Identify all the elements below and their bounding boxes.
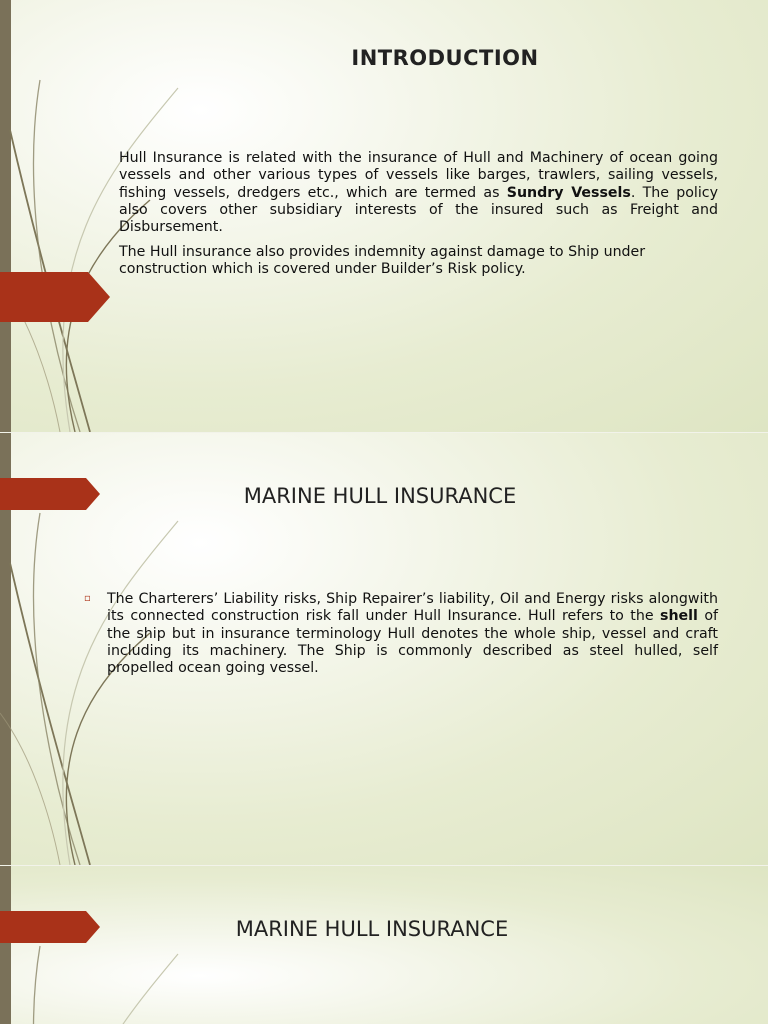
slide-title: INTRODUCTION [351,46,539,70]
slide-title: MARINE HULL INSURANCE [243,484,517,508]
sundry-vessels-term: Sundry Vessels [506,184,631,201]
bullet-glyph-icon: ▫ [84,593,91,604]
bullet-paragraph: The Charterers’ Liability risks, Ship Repairer’s liability, Oil and Energy risks alongwith its connected construction risk fall under Hull Insurance. Hull refers to the shell of the ship but in insurance terminology Hull denotes the whole ship, vessel and craft including its machinery. The Ship is commonly described as steel hulled, self propelled ocean going vessel. [107,591,719,677]
swirl-decoration [0,866,200,1024]
slide-title: MARINE HULL INSURANCE [235,917,509,941]
shell-term: shell [660,608,698,625]
builders-risk-paragraph: The Hull insurance also provides indemnity against damage to Ship under construction which is covered under Builder’s Risk policy. [119,244,646,278]
slide-introduction [0,0,768,432]
intro-paragraph: Hull Insurance is related with the insurance of Hull and Machinery of ocean going vessels and other various types of vessels like barges, trawlers, sailing vessels, fishing vessels, dredgers etc., which are termed as Sundry Vessels. The policy also covers other subsidiary interests of the insured such as Freight and Disbursement. [119,150,719,236]
slide-marine-hull-insurance-2 [0,866,768,1024]
arrow-tag-icon [0,272,110,322]
slide-marine-hull-insurance [0,433,768,865]
